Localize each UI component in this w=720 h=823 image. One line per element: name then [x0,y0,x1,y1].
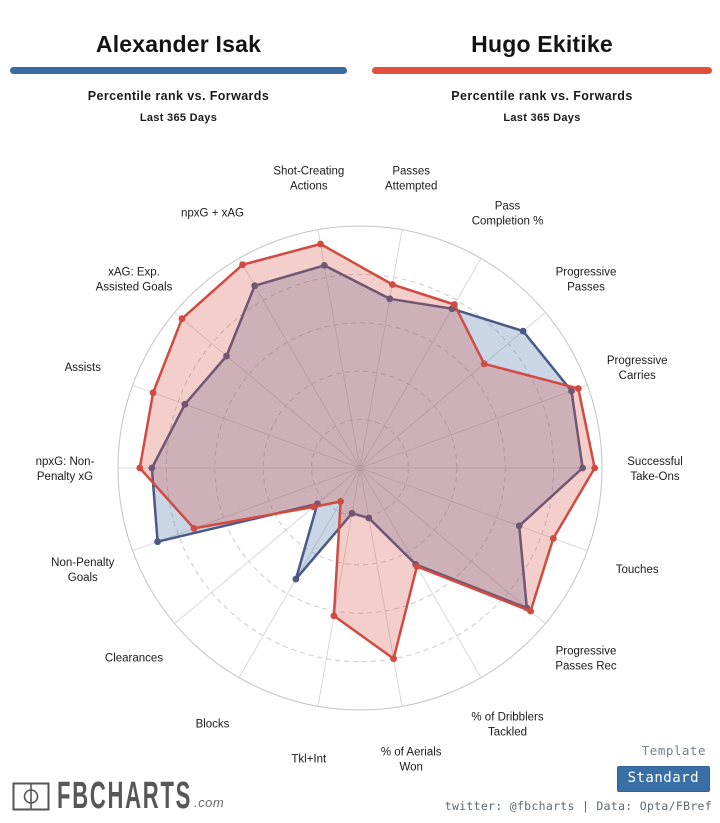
axis-label: Pass Completion % [471,200,544,228]
axis-label: Shot-Creating Actions [273,165,345,193]
pitch-icon [12,782,50,811]
player-left-subtitle: Percentile rank vs. Forwards [87,89,270,103]
radar-point-ekitike [591,465,598,472]
credit-text: twitter: @fbcharts | Data: Opta/FBref [444,799,712,813]
radar-point-ekitike [550,535,557,542]
template-label: Template [641,743,706,758]
logo-word [57,780,192,811]
radar-point-ekitike [191,525,198,532]
player-right-subtitle: Percentile rank vs. Forwards [451,89,633,103]
axis-label: Successful Take-Ons [627,456,683,483]
radar-point-ekitike [331,612,338,619]
player-right-name: Hugo Ekitike [471,31,613,57]
radar-point-ekitike [337,498,344,505]
axis-label: xAG: Exp. Assisted Goals [95,266,173,294]
player-right-header [372,0,712,124]
radar-point-ekitike [390,655,397,662]
axis-label: Assists [64,362,102,375]
axis-label: Progressive Passes Rec [555,645,617,673]
radar-point-isak [293,576,300,583]
logo-text: FBCHARTS [57,780,192,811]
radar-point-ekitike [451,301,458,308]
axis-label: Tkl+Int [291,753,327,766]
player-left-name: Alexander Isak [95,31,262,57]
axis-label: Progressive Carries [606,355,668,383]
radar-series-ekitike [140,244,595,659]
logo-suffix: .com [194,795,225,810]
axis-label: Progressive Passes [555,266,617,294]
radar-point-ekitike [575,385,582,392]
template-standard-button[interactable]: Standard [617,766,710,792]
player-left-header [10,0,347,124]
radar-point-ekitike [136,465,143,472]
player-right-accent-bar [372,67,712,74]
player-right-period: Last 365 Days [503,112,581,124]
radar-point-ekitike [179,315,186,322]
radar-point-ekitike [481,360,488,367]
axis-label: % of Aerials Won [380,746,442,774]
radar-point-ekitike [317,241,324,248]
player-left-accent-bar [10,67,347,74]
radar-point-isak [520,328,527,335]
radar-point-isak [154,538,161,545]
radar-point-ekitike [150,389,157,396]
axis-label: % of Dribblers Tackled [471,711,544,739]
axis-label: npxG: Non-Penalty xG [35,456,95,483]
axis-label: Clearances [104,652,164,665]
radar-point-ekitike [239,261,246,268]
axis-label: Touches [615,563,659,576]
radar-point-ekitike [527,608,534,615]
axis-label: Blocks [195,718,230,731]
axis-label: Non-Penalty Goals [51,556,115,584]
axis-label: Passes Attempted [384,165,438,193]
radar-point-ekitike [389,281,396,288]
radar-point-ekitike [414,563,421,570]
player-left-period: Last 365 Days [139,112,218,124]
radar-point-ekitike [310,504,317,511]
axis-label: npxG + xAG [181,207,244,220]
fbcharts-logo [12,780,224,811]
